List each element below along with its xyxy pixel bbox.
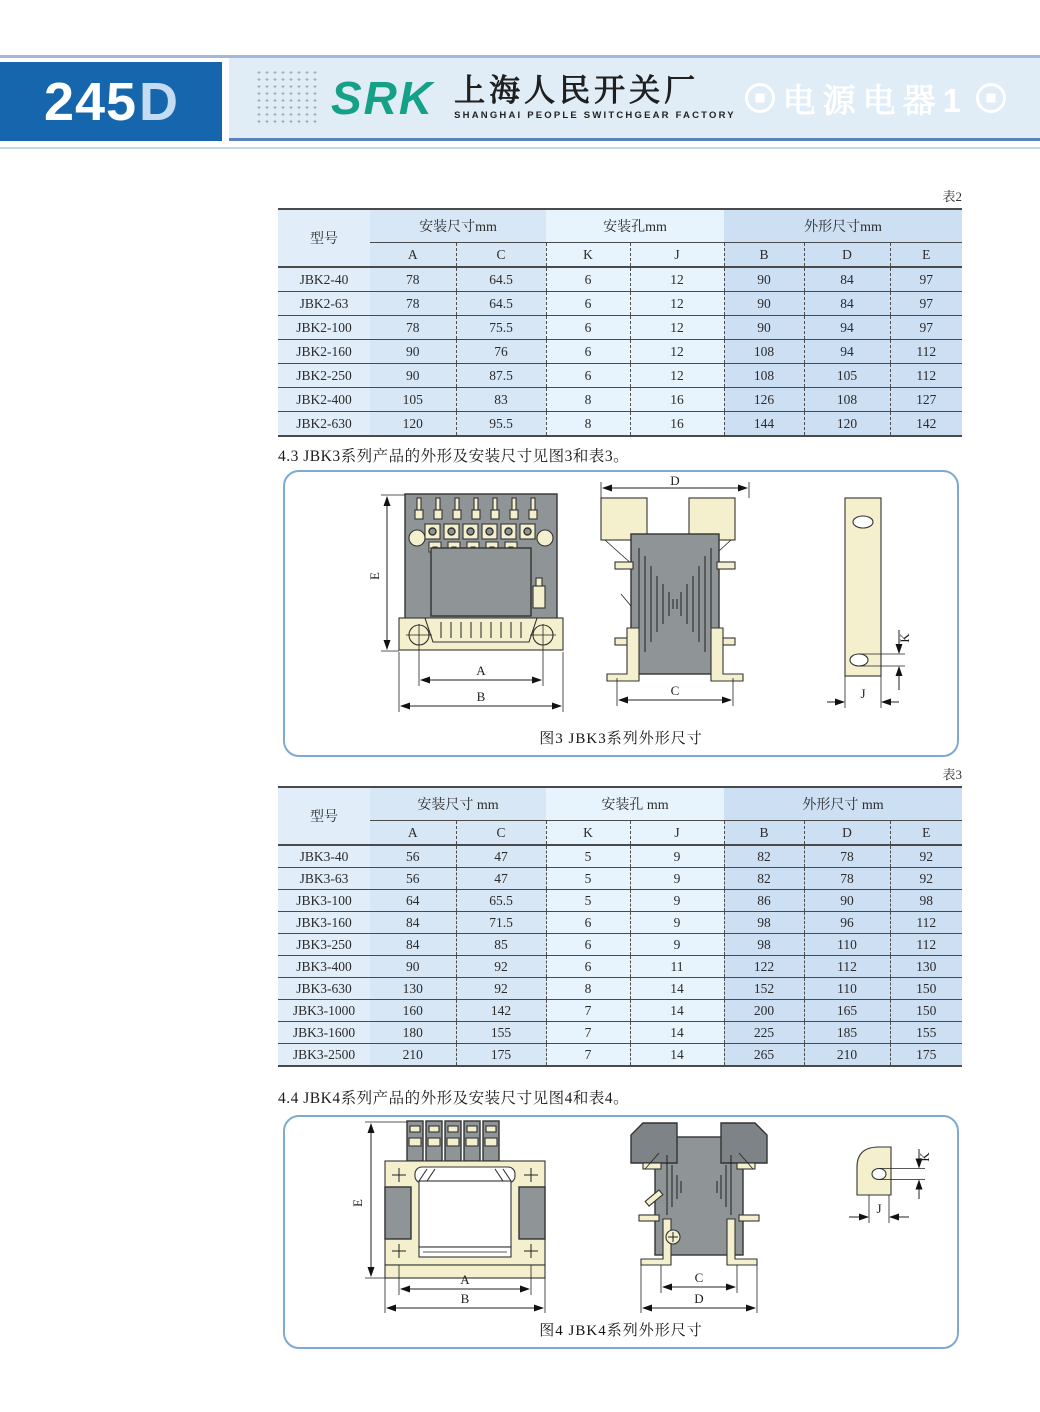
dim-label-c: C: [670, 683, 680, 698]
value-cell: 5: [546, 890, 630, 912]
header-panel: [229, 58, 1040, 141]
value-cell: 64.5: [456, 292, 546, 316]
left-foot: [607, 628, 639, 681]
value-cell: 7: [546, 1000, 630, 1022]
category-label: 电源电器1: [782, 81, 968, 119]
value-cell: 84: [370, 934, 456, 956]
value-cell: 210: [804, 1044, 890, 1067]
model-cell: JBK3-100: [278, 890, 370, 912]
jbk3-dimensions-table: [278, 786, 962, 1067]
dim-label-j: J: [860, 686, 866, 701]
col-header-c: C: [456, 243, 546, 268]
value-cell: 64: [370, 890, 456, 912]
group-header-outline-size: 外形尺寸mm: [724, 209, 962, 243]
value-cell: 95.5: [456, 412, 546, 437]
value-cell: 7: [546, 1022, 630, 1044]
value-cell: 75.5: [456, 316, 546, 340]
value-cell: 9: [630, 890, 724, 912]
value-cell: 90: [370, 956, 456, 978]
col-header-model: 型号: [278, 209, 370, 267]
value-cell: 6: [546, 316, 630, 340]
value-cell: 130: [890, 956, 962, 978]
page-code-badge: [0, 62, 222, 141]
value-cell: 6: [546, 912, 630, 934]
category-title: [745, 75, 1006, 122]
value-cell: 84: [804, 292, 890, 316]
value-cell: 12: [630, 292, 724, 316]
value-cell: 76: [456, 340, 546, 364]
model-cell: JBK2-63: [278, 292, 370, 316]
model-cell: JBK3-630: [278, 978, 370, 1000]
table3-tag: 表3: [942, 767, 962, 782]
value-cell: 8: [546, 412, 630, 437]
value-cell: 90: [804, 890, 890, 912]
dim-label-a: A: [460, 1272, 470, 1287]
dim-label-e: E: [350, 1199, 365, 1207]
model-cell: JBK2-250: [278, 364, 370, 388]
value-cell: 92: [456, 956, 546, 978]
terminal-stack: [407, 1121, 499, 1161]
col-header-j: J: [630, 821, 724, 846]
group-header-mounting-size: 安装尺寸 mm: [370, 787, 546, 821]
value-cell: 6: [546, 934, 630, 956]
model-cell: JBK2-100: [278, 316, 370, 340]
value-cell: 92: [890, 845, 962, 868]
model-cell: JBK2-40: [278, 267, 370, 292]
model-cell: JBK3-2500: [278, 1044, 370, 1067]
value-cell: 120: [804, 412, 890, 437]
value-cell: 180: [370, 1022, 456, 1044]
table-row: [278, 292, 962, 316]
table-row: [278, 868, 962, 890]
value-cell: 98: [890, 890, 962, 912]
ground-screw-icon: [666, 1230, 680, 1244]
value-cell: 12: [630, 340, 724, 364]
table-row: [278, 845, 962, 868]
value-cell: 90: [370, 364, 456, 388]
dim-label-e: E: [367, 572, 382, 580]
dim-label-d: D: [694, 1291, 704, 1306]
value-cell: 5: [546, 845, 630, 868]
fig4-front-view: [350, 1121, 545, 1313]
value-cell: 14: [630, 978, 724, 1000]
factory-name-en: SHANGHAI PEOPLE SWITCHGEAR FACTORY: [454, 110, 736, 122]
value-cell: 122: [724, 956, 804, 978]
value-cell: 82: [724, 868, 804, 890]
table-row: [278, 934, 962, 956]
dim-label-k: K: [917, 1152, 932, 1162]
value-cell: 56: [370, 868, 456, 890]
halftone-dots-icon: [255, 69, 317, 127]
value-cell: 142: [456, 1000, 546, 1022]
table2-tag: 表2: [942, 189, 962, 204]
value-cell: 6: [546, 340, 630, 364]
col-header-j: J: [630, 243, 724, 268]
value-cell: 144: [724, 412, 804, 437]
value-cell: 97: [890, 316, 962, 340]
col-header-k: K: [546, 243, 630, 268]
value-cell: 112: [890, 340, 962, 364]
table-row: [278, 340, 962, 364]
figure3-caption: 图3 JBK3系列外形尺寸: [539, 731, 703, 747]
value-cell: 108: [724, 364, 804, 388]
fig4-side-view: [631, 1123, 767, 1313]
value-cell: 265: [724, 1044, 804, 1067]
dim-label-c: C: [694, 1270, 704, 1285]
value-cell: 71.5: [456, 912, 546, 934]
value-cell: 12: [630, 316, 724, 340]
value-cell: 9: [630, 934, 724, 956]
model-cell: JBK3-1600: [278, 1022, 370, 1044]
right-foot: [711, 628, 743, 681]
fig4-clamp-detail: [849, 1147, 932, 1223]
dim-label-j: J: [876, 1201, 882, 1216]
value-cell: 165: [804, 1000, 890, 1022]
value-cell: 6: [546, 267, 630, 292]
value-cell: 90: [724, 267, 804, 292]
col-header-b: B: [724, 821, 804, 846]
value-cell: 65.5: [456, 890, 546, 912]
value-cell: 210: [370, 1044, 456, 1067]
value-cell: 78: [370, 292, 456, 316]
model-cell: JBK3-160: [278, 912, 370, 934]
value-cell: 94: [804, 340, 890, 364]
circle-square-icon: [976, 83, 1006, 113]
model-cell: JBK2-630: [278, 412, 370, 437]
group-header-mounting-size: 安装尺寸mm: [370, 209, 546, 243]
fig3-side-view: [601, 473, 749, 706]
col-header-k: K: [546, 821, 630, 846]
value-cell: 78: [370, 316, 456, 340]
value-cell: 78: [804, 845, 890, 868]
circle-square-icon: [745, 83, 775, 113]
value-cell: 108: [804, 388, 890, 412]
value-cell: 82: [724, 845, 804, 868]
table-row: [278, 1022, 962, 1044]
table-row: [278, 956, 962, 978]
section-4-4-text: 4.4 JBK4系列产品的外形及安装尺寸见图4和表4。: [278, 1090, 630, 1107]
value-cell: 87.5: [456, 364, 546, 388]
value-cell: 9: [630, 868, 724, 890]
value-cell: 5: [546, 868, 630, 890]
value-cell: 126: [724, 388, 804, 412]
table-row: [278, 912, 962, 934]
value-cell: 12: [630, 267, 724, 292]
col-header-b: B: [724, 243, 804, 268]
value-cell: 85: [456, 934, 546, 956]
model-cell: JBK3-1000: [278, 1000, 370, 1022]
col-header-d: D: [804, 821, 890, 846]
value-cell: 9: [630, 845, 724, 868]
value-cell: 86: [724, 890, 804, 912]
value-cell: 152: [724, 978, 804, 1000]
value-cell: 97: [890, 267, 962, 292]
value-cell: 175: [456, 1044, 546, 1067]
figure4-caption: 图4 JBK4系列外形尺寸: [539, 1323, 703, 1339]
table-row: [278, 890, 962, 912]
value-cell: 98: [724, 912, 804, 934]
table-row: [278, 978, 962, 1000]
value-cell: 12: [630, 364, 724, 388]
dim-label-a: A: [476, 663, 486, 678]
col-header-c: C: [456, 821, 546, 846]
table-row: [278, 364, 962, 388]
value-cell: 9: [630, 912, 724, 934]
table-row: [278, 1000, 962, 1022]
value-cell: 83: [456, 388, 546, 412]
figure3-box: [283, 470, 959, 757]
factory-title: [454, 75, 736, 121]
value-cell: 14: [630, 1000, 724, 1022]
value-cell: 200: [724, 1000, 804, 1022]
value-cell: 142: [890, 412, 962, 437]
value-cell: 7: [546, 1044, 630, 1067]
value-cell: 185: [804, 1022, 890, 1044]
group-header-mounting-hole: 安装孔mm: [546, 209, 724, 243]
table-row: [278, 267, 962, 292]
jbk2-dimensions-table: [278, 208, 962, 437]
value-cell: 105: [804, 364, 890, 388]
group-header-outline-size: 外形尺寸 mm: [724, 787, 962, 821]
model-cell: JBK3-400: [278, 956, 370, 978]
model-cell: JBK3-250: [278, 934, 370, 956]
value-cell: 150: [890, 1000, 962, 1022]
fig3-front-view: [367, 494, 563, 712]
value-cell: 98: [724, 934, 804, 956]
value-cell: 112: [890, 364, 962, 388]
model-cell: JBK2-160: [278, 340, 370, 364]
value-cell: 8: [546, 388, 630, 412]
value-cell: 90: [370, 340, 456, 364]
value-cell: 78: [370, 267, 456, 292]
value-cell: 47: [456, 845, 546, 868]
value-cell: 96: [804, 912, 890, 934]
value-cell: 6: [546, 956, 630, 978]
value-cell: 155: [456, 1022, 546, 1044]
model-cell: JBK3-63: [278, 868, 370, 890]
value-cell: 6: [546, 364, 630, 388]
col-header-model: 型号: [278, 787, 370, 845]
header-under-rule: [0, 147, 1040, 149]
value-cell: 6: [546, 292, 630, 316]
dim-label-b: B: [460, 1291, 470, 1306]
value-cell: 16: [630, 412, 724, 437]
value-cell: 8: [546, 978, 630, 1000]
value-cell: 14: [630, 1044, 724, 1067]
value-cell: 92: [890, 868, 962, 890]
value-cell: 56: [370, 845, 456, 868]
value-cell: 175: [890, 1044, 962, 1067]
value-cell: 64.5: [456, 267, 546, 292]
factory-name-cn: 上海人民开关厂: [454, 73, 700, 109]
figure3-drawing: [285, 472, 953, 722]
dim-label-b: B: [476, 689, 486, 704]
group-header-mounting-hole: 安装孔 mm: [546, 787, 724, 821]
value-cell: 92: [456, 978, 546, 1000]
value-cell: 127: [890, 388, 962, 412]
value-cell: 84: [804, 267, 890, 292]
section-4-3-text: 4.3 JBK3系列产品的外形及安装尺寸见图3和表3。: [278, 448, 630, 465]
brand-logo: SRK: [331, 72, 435, 124]
value-cell: 11: [630, 956, 724, 978]
value-cell: 120: [370, 412, 456, 437]
col-header-a: A: [370, 243, 456, 268]
value-cell: 84: [370, 912, 456, 934]
value-cell: 47: [456, 868, 546, 890]
value-cell: 16: [630, 388, 724, 412]
dim-label-k: K: [897, 633, 912, 643]
table-row: [278, 316, 962, 340]
value-cell: 130: [370, 978, 456, 1000]
model-cell: JBK3-40: [278, 845, 370, 868]
col-header-e: E: [890, 821, 962, 846]
value-cell: 108: [724, 340, 804, 364]
value-cell: 78: [804, 868, 890, 890]
col-header-d: D: [804, 243, 890, 268]
value-cell: 97: [890, 292, 962, 316]
value-cell: 225: [724, 1022, 804, 1044]
value-cell: 110: [804, 934, 890, 956]
page-code-number: 245: [43, 71, 138, 132]
value-cell: 112: [804, 956, 890, 978]
col-header-a: A: [370, 821, 456, 846]
table-row: [278, 388, 962, 412]
value-cell: 112: [890, 912, 962, 934]
value-cell: 112: [890, 934, 962, 956]
model-cell: JBK2-400: [278, 388, 370, 412]
dim-label-d: D: [670, 473, 680, 488]
col-header-e: E: [890, 243, 962, 268]
value-cell: 150: [890, 978, 962, 1000]
value-cell: 90: [724, 316, 804, 340]
value-cell: 110: [804, 978, 890, 1000]
value-cell: 155: [890, 1022, 962, 1044]
value-cell: 160: [370, 1000, 456, 1022]
value-cell: 14: [630, 1022, 724, 1044]
value-cell: 94: [804, 316, 890, 340]
figure4-box: [283, 1115, 959, 1349]
page-code-letter: D: [139, 71, 179, 132]
table-row: [278, 1044, 962, 1067]
fig3-strip-view: [827, 498, 912, 708]
figure4-drawing: [285, 1117, 953, 1315]
value-cell: 105: [370, 388, 456, 412]
table-row: [278, 412, 962, 437]
value-cell: 90: [724, 292, 804, 316]
